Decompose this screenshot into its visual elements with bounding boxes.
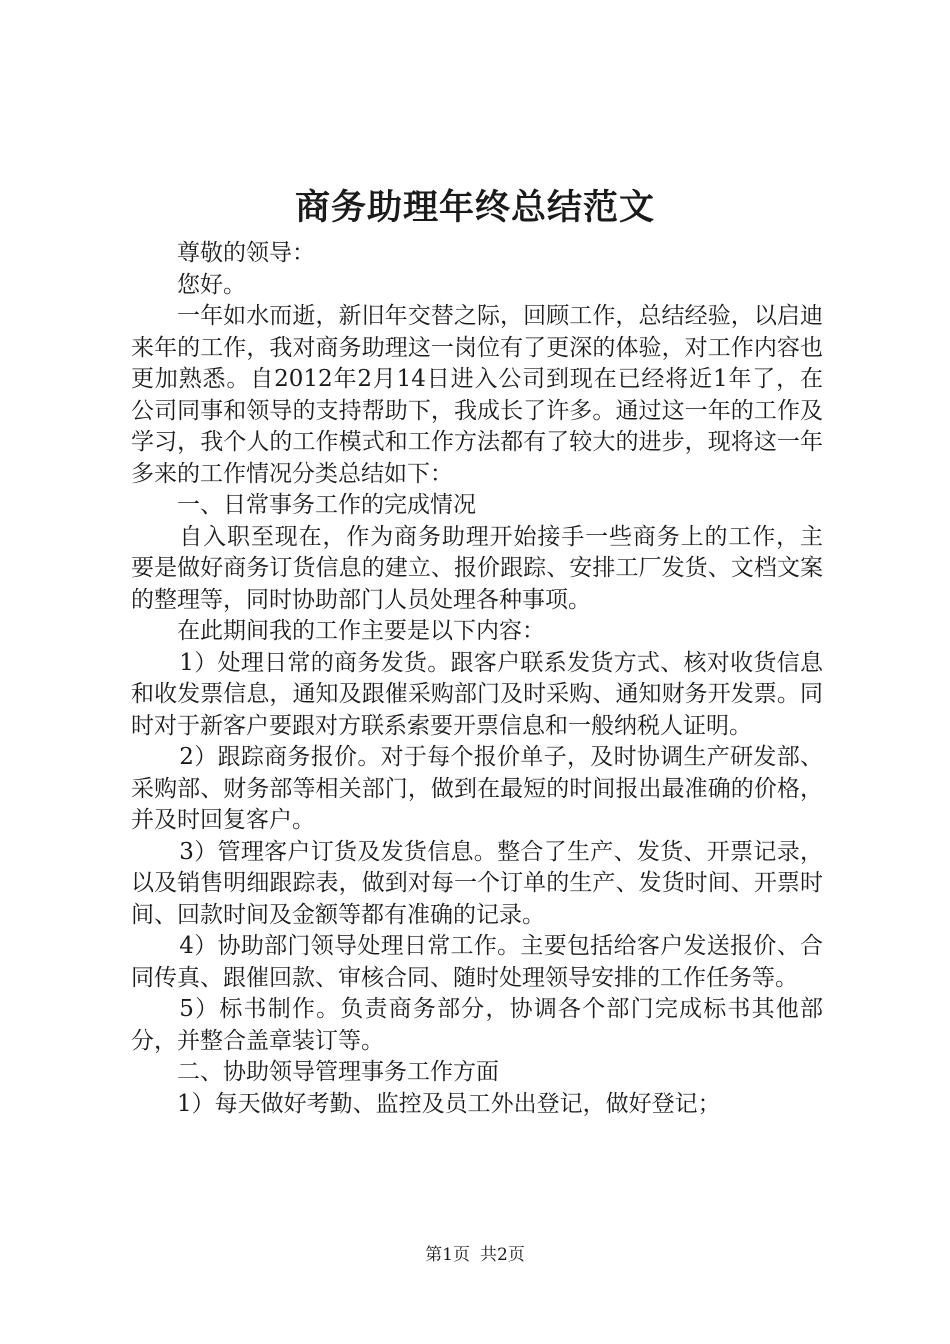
- section-1-paragraph: 自入职至现在，作为商务助理开始接手一些商务上的工作，主要是做好商务订货信息的建立、报价跟踪、安排工厂发货、文档文案的整理等，同时协助部门人员处理各种事项。: [131, 523, 823, 613]
- page-total: 共2页: [480, 1245, 525, 1265]
- intro-paragraph: 一年如水而逝，新旧年交替之际，回顾工作，总结经验，以启迪来年的工作，我对商务助理这一岗位有了更深的体验，对工作内容也更加熟悉。自2012年2月14日进入公司到现在已经将近1年了，在公司同事和领导的支持帮助下，我成长了许多。通过这一年的工作及学习，我个人的工作模式和工作方法都有了较大的进步，现将这一年多来的工作情况分类总结如下：: [131, 303, 823, 487]
- list-item-4: 4）协助部门领导处理日常工作。主要包括给客户发送报价、合同传真、跟催回款、审核合同、随时处理领导安排的工作任务等。: [131, 933, 823, 991]
- list-item-2: 2）跟踪商务报价。对于每个报价单子，及时协调生产研发部、采购部、财务部等相关部门，做到在最短的时间报出最准确的价格，并及时回复客户。: [131, 744, 823, 833]
- document-body: [131, 238, 823, 1120]
- greeting: 您好。: [177, 271, 246, 298]
- list-item-1: 1）处理日常的商务发货。跟客户联系发货方式、核对收货信息和收发票信息，通知及跟催采购部门及时采购、通知财务开发票。同时对于新客户要跟对方联系索要开票信息和一般纳税人证明。: [131, 649, 823, 739]
- list-item-5: 5）标书制作。负责商务部分，协调各个部门完成标书其他部分，并整合盖章装订等。: [131, 996, 823, 1054]
- section-heading-2: 二、协助领导管理事务工作方面: [177, 1059, 499, 1085]
- document-title: 商务助理年终总结范文: [294, 188, 655, 228]
- section-heading-1: 一、日常事务工作的完成情况: [177, 492, 476, 518]
- salutation: 尊敬的领导：: [177, 240, 315, 266]
- work-content-intro: 在此期间我的工作主要是以下内容：: [177, 618, 545, 644]
- section-2-item-1: 1）每天做好考勤、监控及员工外出登记，做好登记；: [177, 1090, 721, 1117]
- page-footer: [0, 1243, 950, 1267]
- list-item-3: 3）管理客户订货及发货信息。整合了生产、发货、开票记录，以及销售明细跟踪表，做到对每一个订单的生产、发货时间、开票时间、回款时间及金额等都有准确的记录。: [131, 838, 823, 928]
- page-number: 第1页: [425, 1245, 470, 1265]
